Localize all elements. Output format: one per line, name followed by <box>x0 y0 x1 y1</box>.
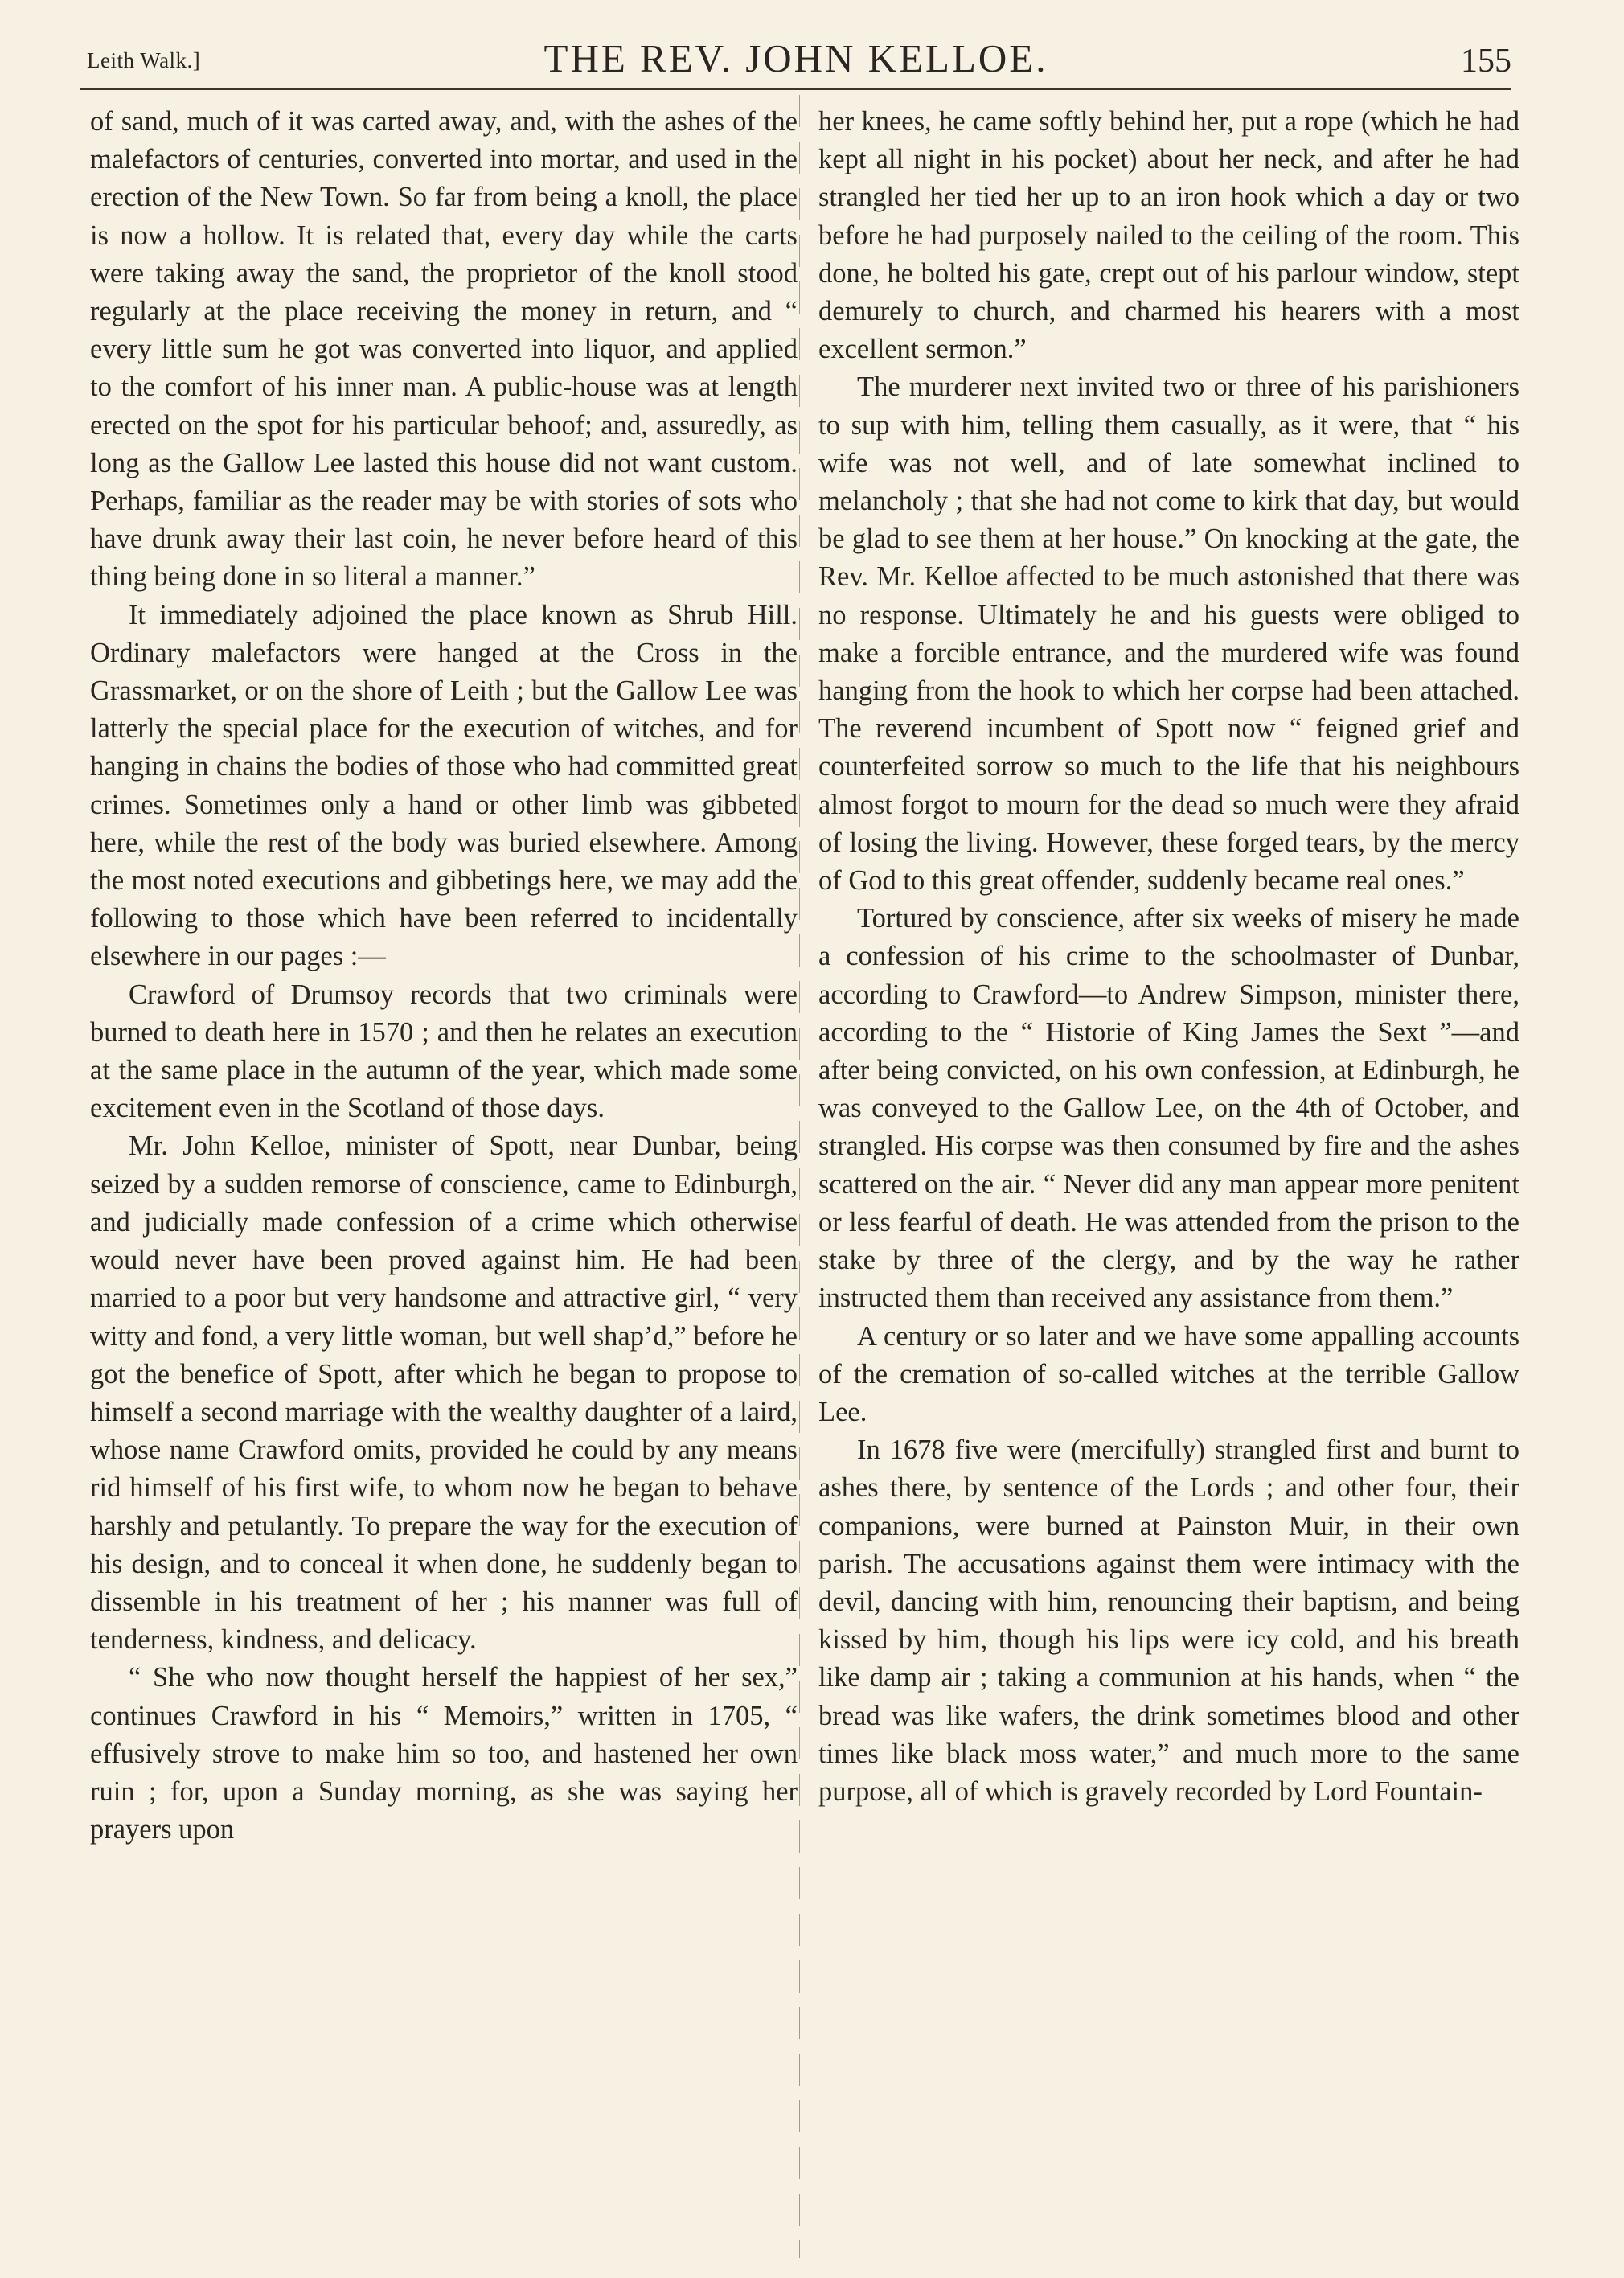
paragraph: It immediately adjoined the place known as Shrub Hill. Ordinary malefactors were hanged at the Cross in the Grassmarket, or on the shore of Leith ; but the Gallow Lee was latterly the special place for the execution of witches, and for hanging in chains the bodies of those who had committed great crimes. Sometimes only a hand or other limb was gibbeted here, while the rest of the body was buried elsewhere. Among the most noted executions and gibbetings here, we may add the following to those which have been referred to incidentally elsewhere in our pages :— <box>90 599 798 972</box>
paragraph: Crawford of Drumsoy records that two criminals were burned to death here in 1570 ; and then he relates an execution at the same place in the autumn of the year, which made some excitement even in the Scotland of those days. <box>90 979 798 1124</box>
paragraph: A century or so later and we have some appalling accounts of the cremation of so-called witches at the terrible Gallow Lee. <box>818 1320 1519 1427</box>
running-head <box>80 32 1511 88</box>
paragraph: The murderer next invited two or three of his parishioners to sup with him, telling them casually, as it were, that “ his wife was not well, and of late somewhat inclined to melancholy ; that she had not come to kirk that day, but would be glad to see them at her house.” On knocking at the gate, the Rev. Mr. Kelloe affected to be much astonished that there was no response. Ultimately he and his guests were obliged to make a forcible entrance, and the murdered wife was found hanging from the hook to which her corpse had been attached. The reverend incumbent of Spott now “ feigned grief and counterfeited sorrow so much to the life that his neighbours almost forgot to mourn for the dead so much were they afraid of losing the living. However, these forged tears, by the mercy of God to this great offender, suddenly became real ones.” <box>818 371 1519 897</box>
column-divider <box>799 95 800 2258</box>
paragraph: Mr. John Kelloe, minister of Spott, near Dunbar, being seized by a sudden remorse of conscience, came to Edinburgh, and judicially made confession of a crime which otherwise would never have been proved against him. He had been married to a poor but very handsome and attractive girl, “ very witty and fond, a very little woman, but well shap’d,” before he got the benefice of Spott, after which he began to propose to himself a second marriage with the wealthy daughter of a laird, whose name Crawford omits, provided he could by any means rid himself of his first wife, to whom now he began to behave harshly and petulantly. To prepare the way for the execution of his design, and to conceal it when done, he suddenly began to dissemble in his treatment of her ; his manner was full of tenderness, kindness, and delicacy. <box>90 1131 798 1656</box>
right-column <box>818 103 1519 1811</box>
paragraph: Tortured by conscience, after six weeks of misery he made a confession of his crime to the schoolmaster of Dunbar, according to Crawford—to Andrew Simpson, minister there, according to the “ Historie of King James the Sext ”—and after being convicted, on his own confession, at Edinburgh, he was conveyed to the Gallow Lee, on the 4th of October, and strangled. His corpse was then consumed by fire and the ashes scattered on the air. “ Never did any man appear more penitent or less fearful of death. He was attended from the prison to the stake by three of the clergy, and by the way he rather instructed them than received any assistance from them.” <box>818 903 1519 1314</box>
left-column <box>90 103 798 1849</box>
page-number: 155 <box>1461 43 1511 80</box>
paragraph: of sand, much of it was carted away, and, with the ashes of the malefactors of centuries, converted into mortar, and used in the erection of the New Town. So far from being a knoll, the place is now a hollow. It is related that, every day while the carts were taking away the sand, the proprietor of the knoll stood regularly at the place receiving the money in return, and “ every little sum he got was converted into liquor, and applied to the comfort of his inner man. A public-house was at length erected on the spot for his particular behoof; and, assuredly, as long as the Gallow Lee lasted this house did not want custom. Perhaps, familiar as the reader may be with stories of sots who have drunk away their last coin, he never before heard of this thing being done in so literal a manner.” <box>90 106 798 593</box>
paragraph: her knees, he came softly behind her, put a rope (which he had kept all night in his pocket) about her neck, and after he had strangled her tied her up to an iron hook which a day or two before he had purposely nailed to the ceiling of the room. This done, he bolted his gate, crept out of his parlour window, stept demurely to church, and charmed his hearers with a most excellent sermon.” <box>818 106 1519 365</box>
header-rule <box>80 88 1511 90</box>
paragraph: In 1678 five were (mercifully) strangled first and burnt to ashes there, by sentence of the Lords ; and other four, their companions, were burned at Painston Muir, in their own parish. The accusations against them were intimacy with the devil, dancing with him, renouncing their baptism, and being kissed by him, though his lips were icy cold, and his breath like damp air ; taking a communion at his hands, when “ the bread was like wafers, the drink sometimes blood and other times like black moss water,” and much more to the same purpose, all of which is gravely recorded by Lord Fountain- <box>818 1435 1519 1807</box>
paragraph: “ She who now thought herself the happiest of her sex,” continues Crawford in his “ Memoirs,” written in 1705, “ effusively strove to make him so too, and hastened her own ruin ; for, upon a Sunday morning, as she was saying her prayers upon <box>90 1662 798 1845</box>
section-label: Leith Walk.] <box>87 48 201 72</box>
page-title: THE REV. JOHN KELLOE. <box>543 36 1048 80</box>
